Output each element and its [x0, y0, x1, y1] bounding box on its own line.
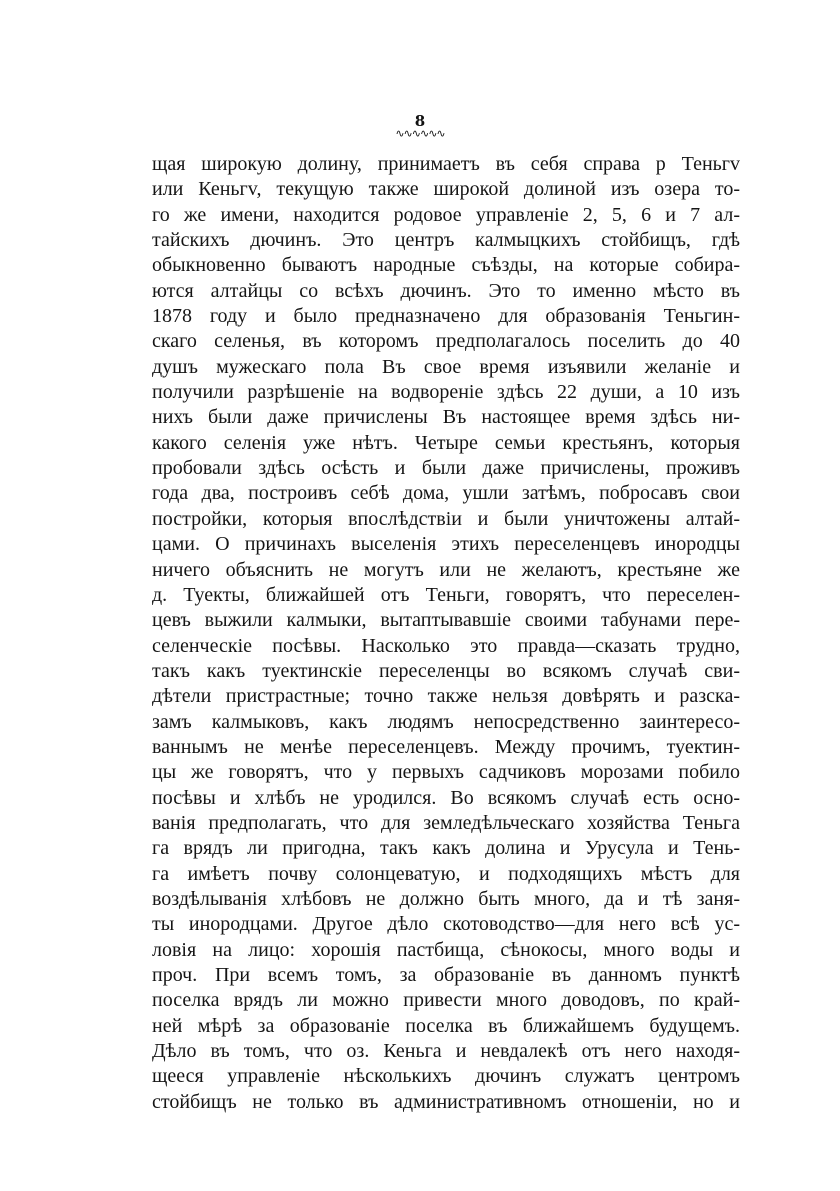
text-line: проч. При всемъ томъ, за образованіе въ данномъ пунктѣ [152, 964, 740, 986]
text-line: получили разрѣшеніе на водвореніе здѣсь 22 души, а 10 изъ [152, 381, 740, 404]
text-line: ловія на лицо: хорошія пастбища, сѣнокосы, много воды и [152, 938, 740, 961]
text-line: щееся управленіе нѣсколькихъ дючинъ служатъ центромъ [152, 1065, 740, 1088]
text-line: ты инородцами. Другое дѣло скотоводство—для него всѣ ус- [152, 913, 740, 936]
text-line: нихъ были даже причислены Въ настоящее время здѣсь ни- [152, 406, 740, 429]
text-line: ней мѣрѣ за образованіе поселка въ ближайшемъ будущемъ. [152, 1014, 740, 1037]
text-line: постройки, которыя впослѣдствіи и были уничтожены алтай- [152, 507, 740, 530]
text-line: воздѣлыванія хлѣбовъ не должно быть много, да и тѣ заня- [152, 887, 740, 910]
text-line: щая широкую долину, принимаетъ въ себя справа р Теньгv [152, 153, 740, 175]
text-line: 1878 году и было предназначено для образованія Теньгин- [152, 305, 740, 328]
text-line: обыкновенно бываютъ народные съѣзды, на которые собира- [152, 254, 740, 277]
text-line: душъ мужескаго пола Въ свое время изъявили желаніе и [152, 355, 740, 378]
text-line: года два, построивъ себѣ дома, ушли затѣмъ, побросавъ свои [152, 482, 740, 505]
text-line: ваннымъ не менѣе переселенцевъ. Между прочимъ, туектин- [152, 735, 740, 758]
text-line: пробовали здѣсь осѣсть и были даже причислены, проживъ [152, 457, 740, 480]
text-line: Дѣло въ томъ, что оз. Кеньга и невдалекѣ отъ него находя- [152, 1040, 740, 1063]
text-line: дѣтели пристрастные; точно также нельзя довѣрять и разска- [152, 685, 740, 708]
text-line: такъ какъ туектинскіе переселенцы во всякомъ случаѣ сви- [152, 659, 740, 682]
text-line: скаго селенья, въ которомъ предполагалось поселить до 40 [152, 330, 740, 353]
text-line: га врядъ ли пригодна, такъ какъ долина и Урусула и Тень- [152, 837, 740, 860]
text-line: ются алтайцы со всѣхъ дючинъ. Это то именно мѣсто въ [152, 279, 740, 302]
text-line: цами. О причинахъ выселенія этихъ переселенцевъ инородцы [152, 533, 740, 556]
text-line: цы же говорятъ, что у первыхъ садчиковъ морозами побило [152, 761, 740, 784]
text-line: стойбищъ не только въ административномъ отношеніи, но и [152, 1090, 740, 1113]
text-line: ванія предполагать, что для земледѣльческаго хозяйства Теньга [152, 811, 740, 834]
text-line: замъ калмыковъ, какъ людямъ непосредственно заинтересо- [152, 710, 740, 733]
text-line: цевъ выжили калмыки, вытаптывавшіе своими табунами пере- [152, 609, 740, 632]
text-line: или Кеньгv, текущую также широкой долиной изъ озера то- [152, 178, 740, 201]
text-line: ничего объяснить не могутъ или не желаютъ, крестьяне же [152, 558, 740, 581]
page-number: 8 [414, 112, 426, 130]
text-line: какого селенія уже нѣтъ. Четыре семьи крестьянъ, которыя [152, 431, 740, 454]
page-number-ornament: ∿∿∿∿∿∿ [395, 127, 445, 140]
text-line: поселка врядъ ли можно привести много доводовъ, по край- [152, 989, 740, 1012]
text-line: селенческіе посѣвы. Насколько это правда—сказать трудно, [152, 634, 740, 657]
text-line: га имѣетъ почву солонцеватую, и подходящихъ мѣстъ для [152, 862, 740, 885]
body-text [152, 152, 740, 1115]
text-line: посѣвы и хлѣбъ не уродился. Во всякомъ случаѣ есть осно- [152, 786, 740, 809]
text-line: д. Туекты, ближайшей отъ Теньги, говорятъ, что переселен- [152, 583, 740, 606]
text-line: го же имени, находится родовое управленіе 2, 5, 6 и 7 ал- [152, 203, 740, 226]
text-line: тайскихъ дючинъ. Это центръ калмыцкихъ стойбищъ, гдѣ [152, 229, 740, 252]
